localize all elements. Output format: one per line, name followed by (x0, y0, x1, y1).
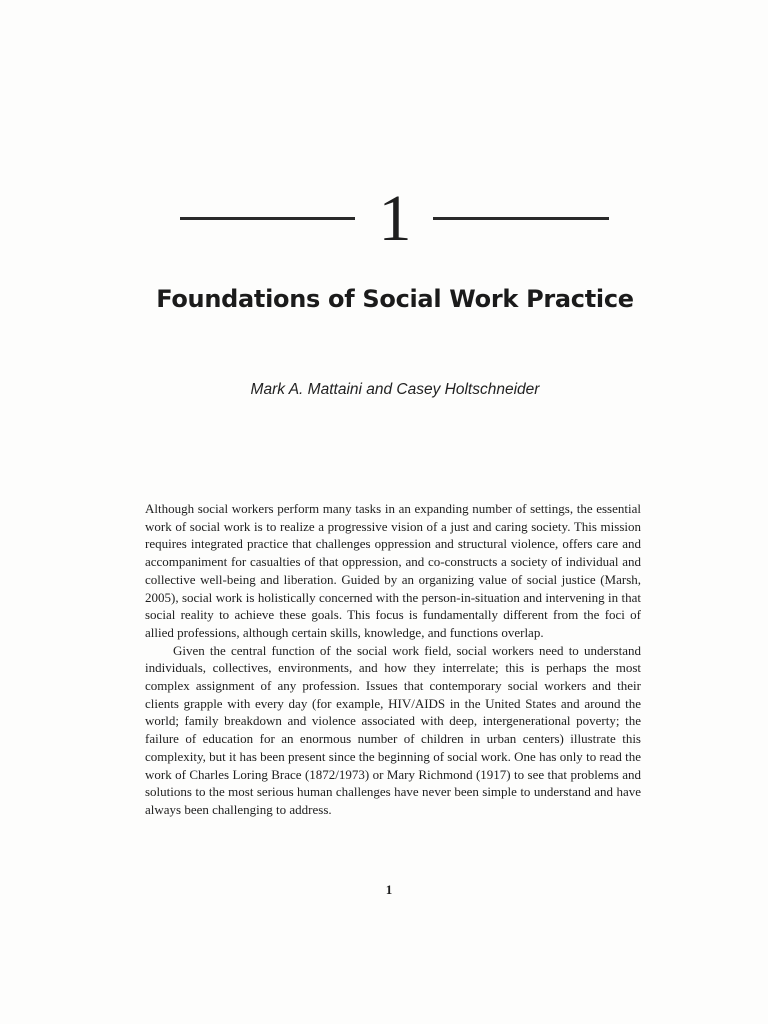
body-paragraph: Although social workers perform many tasks in an expanding number of settings, the essential work of social work is to realize a progressive vision of a just and caring society. This mission requires integrated practice that challenges oppression and structural violence, offers care and accompaniment for casualties of that oppression, and co-constructs a society of individual and collective well-being and liberation. Guided by an organizing value of social justice (Marsh, 2005), social work is holistically concerned with the person-in-situation and intervening in that social reality to achieve these goals. This focus is fundamentally different from the foci of allied professions, although certain skills, knowledge, and functions overlap. (145, 501, 641, 640)
chapter-heading (0, 182, 768, 256)
page-number: 1 (385, 882, 393, 897)
body-text (145, 500, 641, 819)
chapter-rule-right (433, 217, 609, 220)
chapter-rule-left (180, 217, 355, 220)
chapter-number: 1 (378, 182, 412, 255)
body-paragraph: Given the central function of the social work field, social workers need to understand individuals, collectives, environments, and how they interrelate; this is perhaps the most complex assignment of any profession. Issues that contemporary social workers and their clients grapple with every day (for example, HIV/AIDS in the United States and around the world; family breakdown and violence associated with deep, intergenerational poverty; the failure of education for an enormous number of children in urban centers) illustrate this complexity, but it has been present since the beginning of social work. One has only to read the work of Charles Loring Brace (1872/1973) or Mary Richmond (1917) to see that problems and solutions to the most serious human challenges have never been simple to understand and have always been challenging to address. (145, 642, 641, 817)
chapter-title: Foundations of Social Work Practice (156, 285, 634, 313)
chapter-authors: Mark A. Mattaini and Casey Holtschneider (250, 381, 540, 398)
